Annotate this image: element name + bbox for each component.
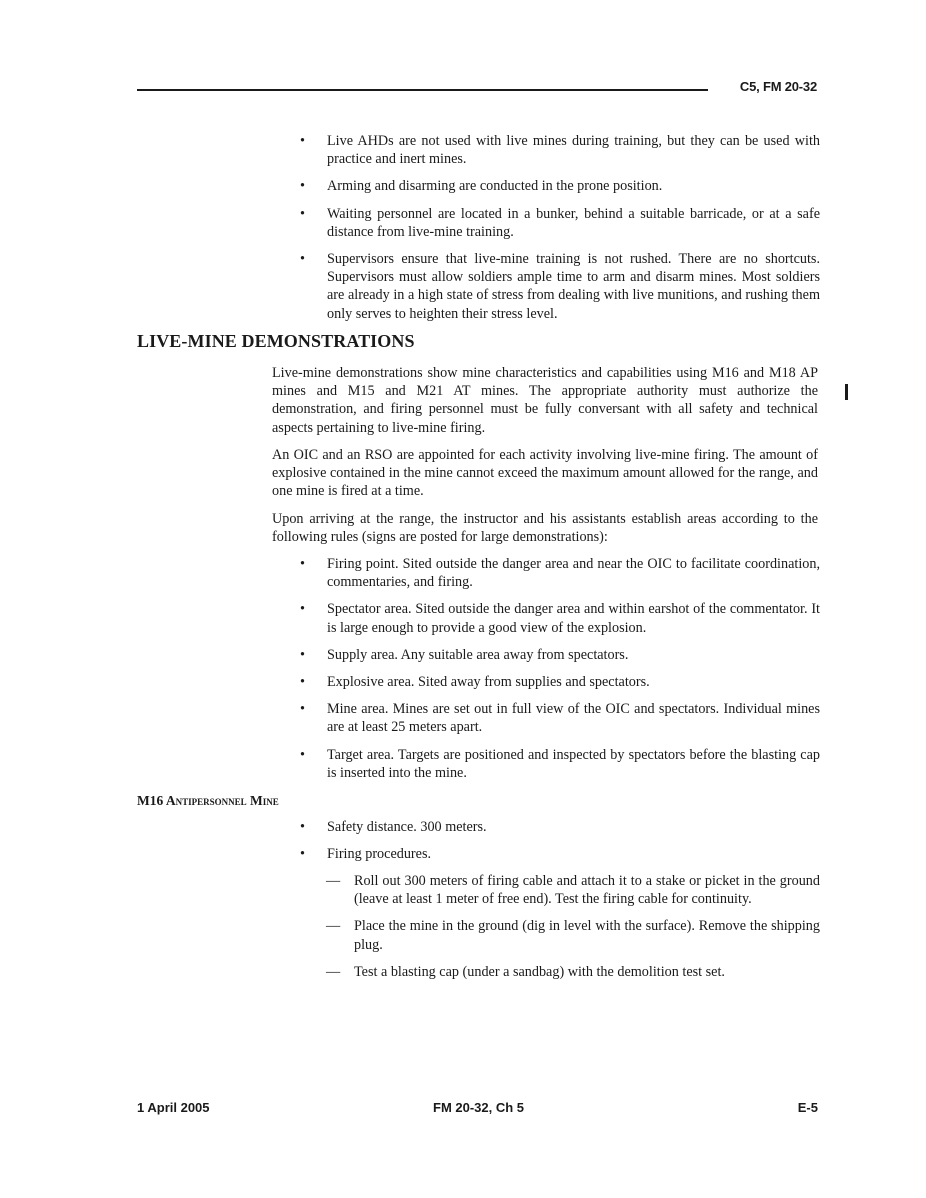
header-rule [137,89,708,91]
bullet-icon: • [300,846,305,863]
dash-icon: — [326,918,341,935]
list-item: • Waiting personnel are located in a bunker, behind a suitable barricade, or at a safe distance from live-mine training. [300,205,820,240]
training-safety-list [300,132,820,332]
list-item: • Target area. Targets are positioned and inspected by spectators before the blasting cap is inserted into the mine. [300,746,820,781]
list-item: — Roll out 300 meters of firing cable and attach it to a stake or picket in the ground (leave at least 1 meter of free end). Test the firing cable for continuity. [326,873,820,908]
list-item: • Explosive area. Sited away from supplies and spectators. [300,674,650,691]
list-item: • Spectator area. Sited outside the danger area and within earshot of the commentator. It is large enough to provide a good view of the explosion. [300,601,820,636]
m16-bullet-list [300,818,820,872]
list-item: • Firing procedures. [300,846,432,863]
list-item: • Live AHDs are not used with live mines during training, but they can be used with practice and inert mines. [300,133,820,168]
header-reference: C5, FM 20-32 [739,79,817,94]
section-heading: LIVE-MINE DEMONSTRATIONS [137,331,415,351]
list-item: • Arming and disarming are conducted in the prone position. [300,178,663,195]
bullet-icon: • [300,701,305,718]
footer-date: 1 April 2005 [137,1100,210,1115]
list-item: • Firing point. Sited outside the danger area and near the OIC to facilitate coordination, commentaries, and firing. [300,556,820,591]
paragraph-range-areas: Upon arriving at the range, the instructor and his assistants establish areas according to the following rules (signs are posted for large demonstrations): [272,511,818,546]
bullet-icon: • [300,646,305,663]
list-item: — Test a blasting cap (under a sandbag) with the demolition test set. [326,963,725,980]
bullet-icon: • [300,205,305,222]
list-item: — Place the mine in the ground (dig in level with the surface). Remove the shipping plug. [326,918,820,953]
list-item: • Supply area. Any suitable area away from spectators. [300,646,629,663]
bullet-icon: • [300,674,305,691]
paragraph-oic-rso: An OIC and an RSO are appointed for each activity involving live-mine firing. The amount of explosive contained in the mine cannot exceed the maximum amount allowed for the range, and one mine is fired at a time. [272,447,818,500]
footer-page-number: E-5 [797,1100,818,1115]
bullet-icon: • [300,556,305,572]
list-item: • Safety distance. 300 meters. [300,819,487,835]
dash-icon: — [326,963,341,980]
change-bar [845,384,848,400]
bullet-icon: • [300,251,305,268]
dash-icon: — [326,873,341,889]
bullet-icon: • [300,601,305,618]
firing-procedure-steps [326,872,820,990]
list-item: • Mine area. Mines are set out in full view of the OIC and spectators. Individual mines are at least 25 meters apart. [300,701,820,736]
bullet-icon: • [300,819,305,835]
subsection-heading: M16 Antipersonnel Mine [137,793,279,808]
paragraph-demonstrations: Live-mine demonstrations show mine characteristics and capabilities using M16 and M18 AP mines and M15 and M21 AT mines. The appropriate authority must authorize the demonstration, and firing personnel must be fully conversant with all safety and technical aspects pertaining to live-mine firing. [272,365,818,436]
bullet-icon: • [300,746,305,763]
bullet-icon: • [300,133,305,149]
list-item: • Supervisors ensure that live-mine training is not rushed. There are no shortcuts. Supervisors must allow soldiers ample time to arm and disarm mines. Most soldiers are already in a high state of stress from dealing with live munitions, and rushing them only serves to heighten their stress level. [300,251,820,322]
footer-document: FM 20-32, Ch 5 [433,1100,525,1115]
bullet-icon: • [300,178,305,195]
range-areas-list [300,555,820,791]
